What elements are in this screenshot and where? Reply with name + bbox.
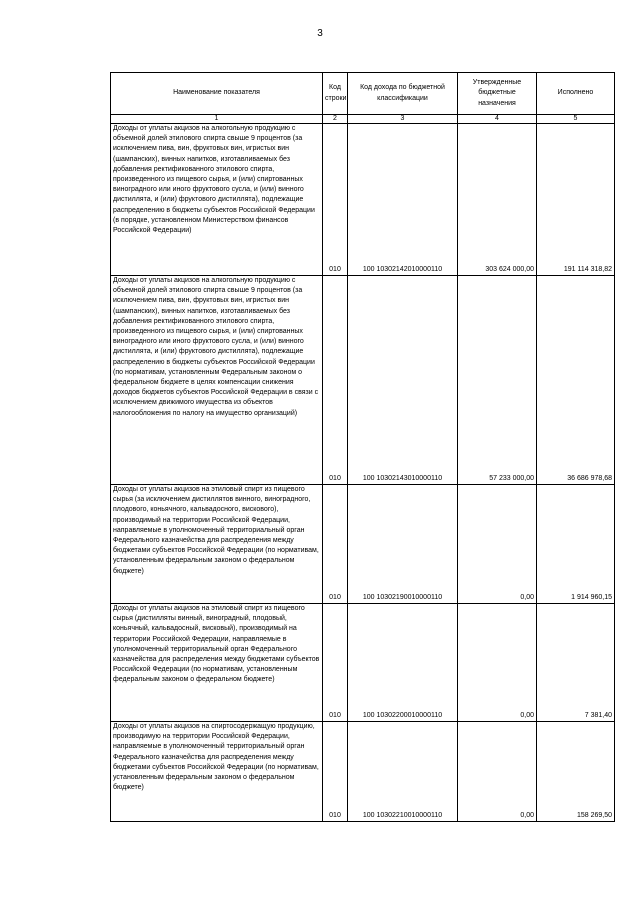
column-number: 2 (323, 115, 348, 124)
column-number: 4 (458, 115, 537, 124)
table-row (111, 722, 615, 822)
page-number: 3 (317, 28, 323, 39)
header-code: Код строки (323, 73, 348, 115)
table-row (111, 276, 615, 485)
column-number: 3 (348, 115, 458, 124)
row-income-code: 100 10302210010000110 (348, 722, 458, 822)
row-name: Доходы от уплаты акцизов на этиловый спирт из пищевого сырья (за исключением дистиллятов винного, виноградного, плодового, коньячного, кальвадосного, вискового), производимый на территории Российской Федерации, направляемые в уполномоченный территориальный орган Федерального казначейства для распределения между бюджетами субъектов Российской Федерации (по нормативам, установленным федеральным законом о федеральном бюджете) (111, 485, 323, 604)
row-code: 010 (323, 276, 348, 485)
row-approved: 0,00 (458, 722, 537, 822)
row-executed: 191 114 318,82 (537, 124, 615, 276)
row-executed: 1 914 960,15 (537, 485, 615, 604)
table-row (111, 485, 615, 604)
row-executed: 7 381,40 (537, 604, 615, 722)
table-row (111, 604, 615, 722)
column-number-row (111, 115, 615, 124)
row-approved: 57 233 000,00 (458, 276, 537, 485)
header-executed: Исполнено (537, 73, 615, 115)
row-executed: 36 686 978,68 (537, 276, 615, 485)
row-code: 010 (323, 485, 348, 604)
table-row (111, 124, 615, 276)
row-name: Доходы от уплаты акцизов на алкогольную продукцию с объемной долей этилового спирта свыше 9 процентов (за исключением пива, вин, фруктовых вин, игристых вин (шампанских), винных напитков, изготавливаемых без добавления ректификованного этилового спирта, произведенного из пищевого сырья, и (или) спиртованных виноградного или иного фруктового сусла, и (или) винного дистиллята, и (или) фруктового дистиллята), подлежащие распределению в бюджеты субъектов Российской Федерации (в порядке, установленном Министерством финансов Российской Федерации) (111, 124, 323, 276)
row-income-code: 100 10302190010000110 (348, 485, 458, 604)
row-approved: 303 624 000,00 (458, 124, 537, 276)
row-code: 010 (323, 604, 348, 722)
row-income-code: 100 10302200010000110 (348, 604, 458, 722)
row-approved: 0,00 (458, 485, 537, 604)
row-name: Доходы от уплаты акцизов на этиловый спирт из пищевого сырья (дистилляты винный, виноградный, плодовый, коньячный, кальвадосный, висковый), производимый на территории Российской Федерации, направляемые в уполномоченный территориальный орган Федерального казначейства для распределения между бюджетами субъектов Российской Федерации (по нормативам, установленным федеральным законом о федеральном бюджете) (111, 604, 323, 722)
row-name: Доходы от уплаты акцизов на спиртосодержащую продукцию, производимую на территории Российской Федерации, направляемые в уполномоченный территориальный орган Федерального казначейства для распределения между бюджетами субъектов Российской Федерации (по нормативам, установленным федеральным законом о федеральном бюджете) (111, 722, 323, 822)
row-executed: 158 269,50 (537, 722, 615, 822)
table-header-row (111, 73, 615, 115)
column-number: 1 (111, 115, 323, 124)
budget-income-table (110, 72, 615, 822)
row-approved: 0,00 (458, 604, 537, 722)
row-income-code: 100 10302142010000110 (348, 124, 458, 276)
header-income-code: Код дохода по бюджетной классификации (348, 73, 458, 115)
row-name: Доходы от уплаты акцизов на алкогольную продукцию с объемной долей этилового спирта свыше 9 процентов (за исключением пива, вин, фруктовых вин, игристых вин (шампанских), винных напитков, изготавливаемых без добавления ректификованного этилового спирта, произведенного из пищевого сырья, и (или) спиртованных виноградного или иного фруктового сусла, и (или) винного дистиллята, и (или) фруктового дистиллята), подлежащие распределению в бюджеты субъектов Российской Федерации (по нормативам, установленным Федеральным законом о федеральном бюджете в целях компенсации снижения доходов бюджетов субъектов Российской Федерации в связи с исключением движимого имущества из объектов налогообложения по налогу на имущество организаций) (111, 276, 323, 485)
row-code: 010 (323, 124, 348, 276)
header-approved: Утвержденные бюджетные назначения (458, 73, 537, 115)
column-number: 5 (537, 115, 615, 124)
row-income-code: 100 10302143010000110 (348, 276, 458, 485)
row-code: 010 (323, 722, 348, 822)
header-name: Наименование показателя (111, 73, 323, 115)
